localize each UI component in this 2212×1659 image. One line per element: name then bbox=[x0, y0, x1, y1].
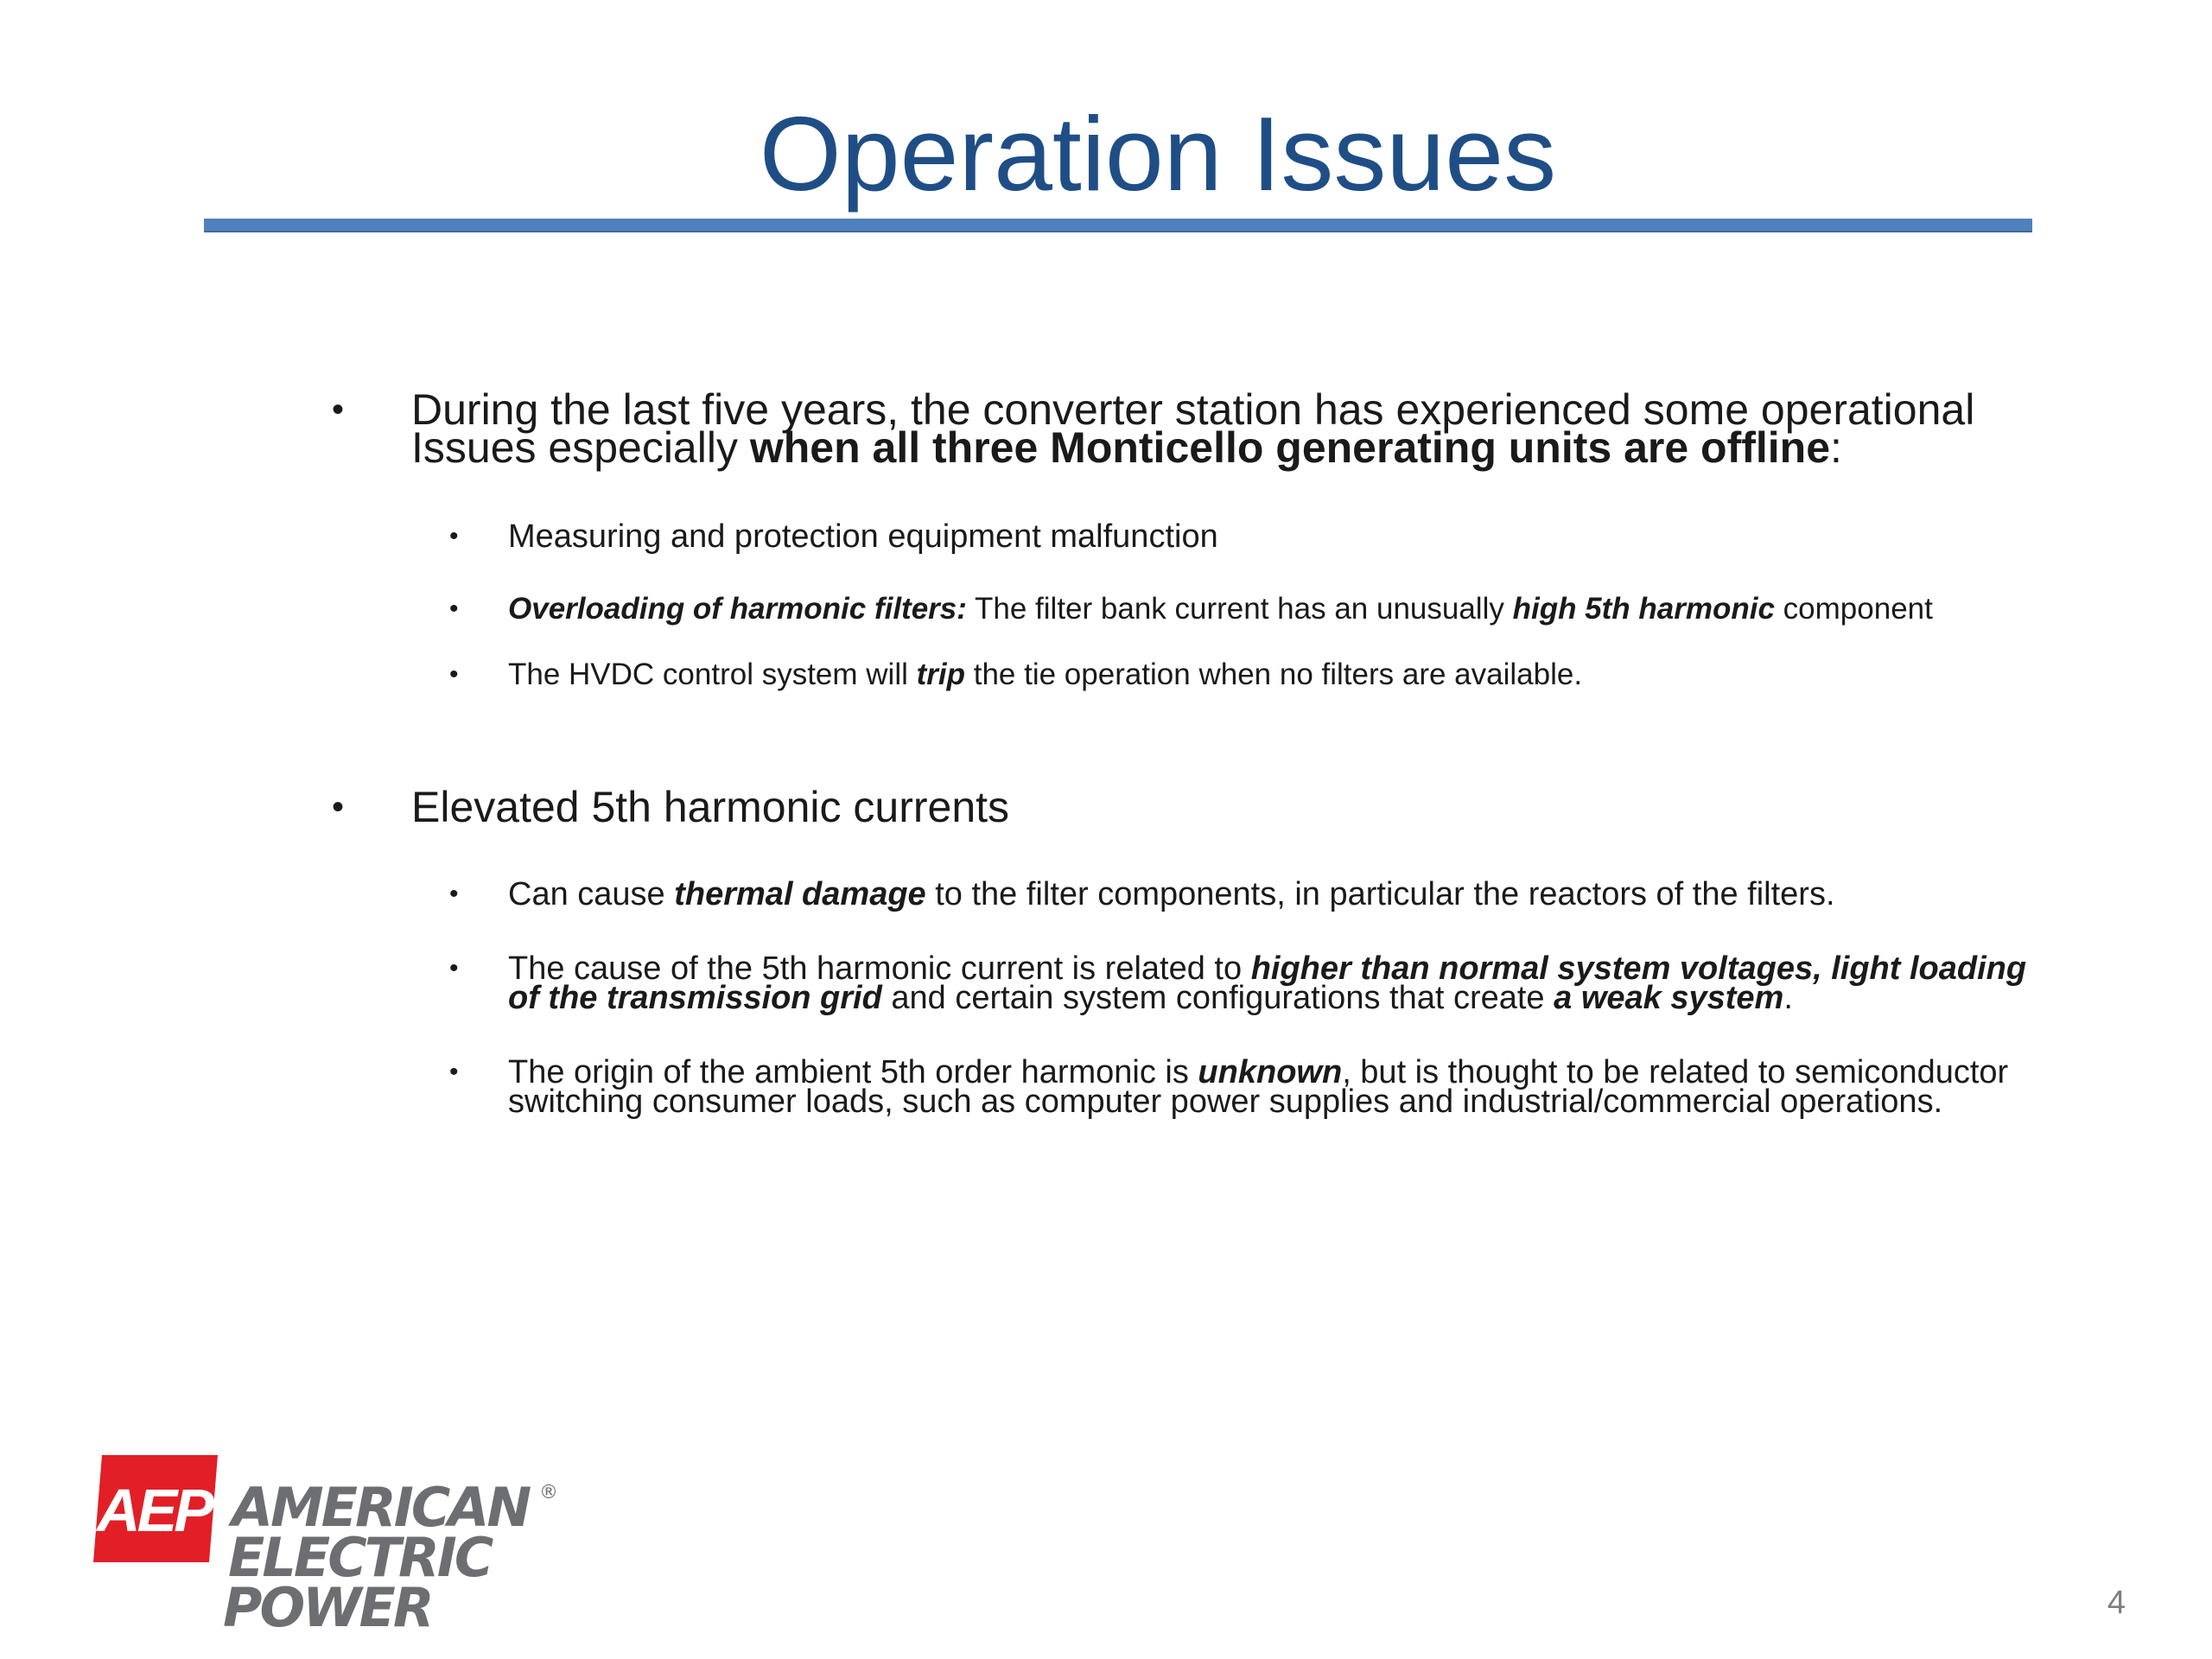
bullet-text bbox=[411, 385, 2053, 472]
registered-mark: ® bbox=[539, 1482, 558, 1503]
sub-bullet-text bbox=[508, 1054, 2124, 1120]
sub-bullet-marker: • bbox=[449, 880, 459, 908]
bullet-marker: • bbox=[332, 391, 345, 429]
text-line-2: switching consumer loads, such as computer power supplies and industrial/commercial operations. bbox=[508, 1084, 1943, 1120]
sub-bullet-text bbox=[508, 876, 2124, 912]
bullet-line-2-start: Issues especially bbox=[411, 423, 750, 472]
sub-bullet-marker: • bbox=[449, 660, 459, 689]
sub-bullet-text bbox=[508, 950, 2124, 1016]
sub-bullet-marker: • bbox=[449, 594, 459, 623]
sub-bullet-marker: • bbox=[449, 1058, 459, 1086]
bullet-marker: • bbox=[332, 788, 345, 826]
text-mid: and certain system configurations that create bbox=[881, 980, 1554, 1016]
aep-logo bbox=[93, 1455, 577, 1637]
text-end: the tie operation when no filters are available. bbox=[965, 658, 1583, 691]
text-end: to the filter components, in particular the reactors of the filters. bbox=[925, 876, 1835, 912]
text-start: The HVDC control system will bbox=[508, 658, 917, 691]
logo-mark-text: AEP bbox=[97, 1477, 211, 1544]
sub-bullet-marker: • bbox=[449, 522, 459, 550]
text-end: component bbox=[1774, 592, 1933, 626]
sub-bullet-text: Measuring and protection equipment malfunction bbox=[508, 518, 1218, 555]
text-end: , but is thought to be related to semiconductor bbox=[1342, 1054, 2009, 1090]
emphasis: Overloading of harmonic filters: bbox=[508, 592, 967, 626]
text-start: Can cause bbox=[508, 876, 675, 912]
bullet-text: Elevated 5th harmonic currents bbox=[411, 783, 1010, 831]
text-mid: The filter bank current has an unusually bbox=[966, 592, 1513, 626]
text-end: . bbox=[1783, 980, 1793, 1016]
page-number: 4 bbox=[2107, 1585, 2126, 1621]
logo-word-electric: ELECTRIC bbox=[228, 1526, 492, 1589]
emphasis-2: a weak system bbox=[1554, 980, 1784, 1016]
logo-mark bbox=[93, 1455, 218, 1562]
bullet-line-1: During the last five years, the converter station has experienced some operational bbox=[411, 385, 1975, 434]
emphasis: unknown bbox=[1198, 1054, 1343, 1090]
emphasis-2: high 5th harmonic bbox=[1512, 592, 1775, 626]
bullet-line-2-bold: when all three Monticello generating units are offline bbox=[749, 423, 1831, 472]
sub-bullet-text bbox=[508, 660, 2124, 690]
emphasis: thermal damage bbox=[674, 876, 926, 912]
title-underline bbox=[204, 219, 2032, 232]
sub-bullet-text bbox=[508, 594, 2124, 624]
bullet-line-2-end: : bbox=[1830, 423, 1842, 472]
logo-word-american: AMERICAN bbox=[232, 1476, 530, 1539]
text-start: The origin of the ambient 5th order harmonic is bbox=[508, 1054, 1198, 1090]
slide-title: Operation Issues bbox=[759, 95, 1557, 213]
emphasis-line-2: of the transmission grid bbox=[508, 980, 882, 1016]
emphasis: higher than normal system voltages, light loading bbox=[1250, 950, 2027, 987]
text-start: The cause of the 5th harmonic current is related to bbox=[508, 950, 1251, 987]
emphasis: trip bbox=[916, 658, 965, 691]
logo-word-power: POWER bbox=[223, 1576, 432, 1637]
sub-bullet-marker: • bbox=[449, 954, 459, 982]
